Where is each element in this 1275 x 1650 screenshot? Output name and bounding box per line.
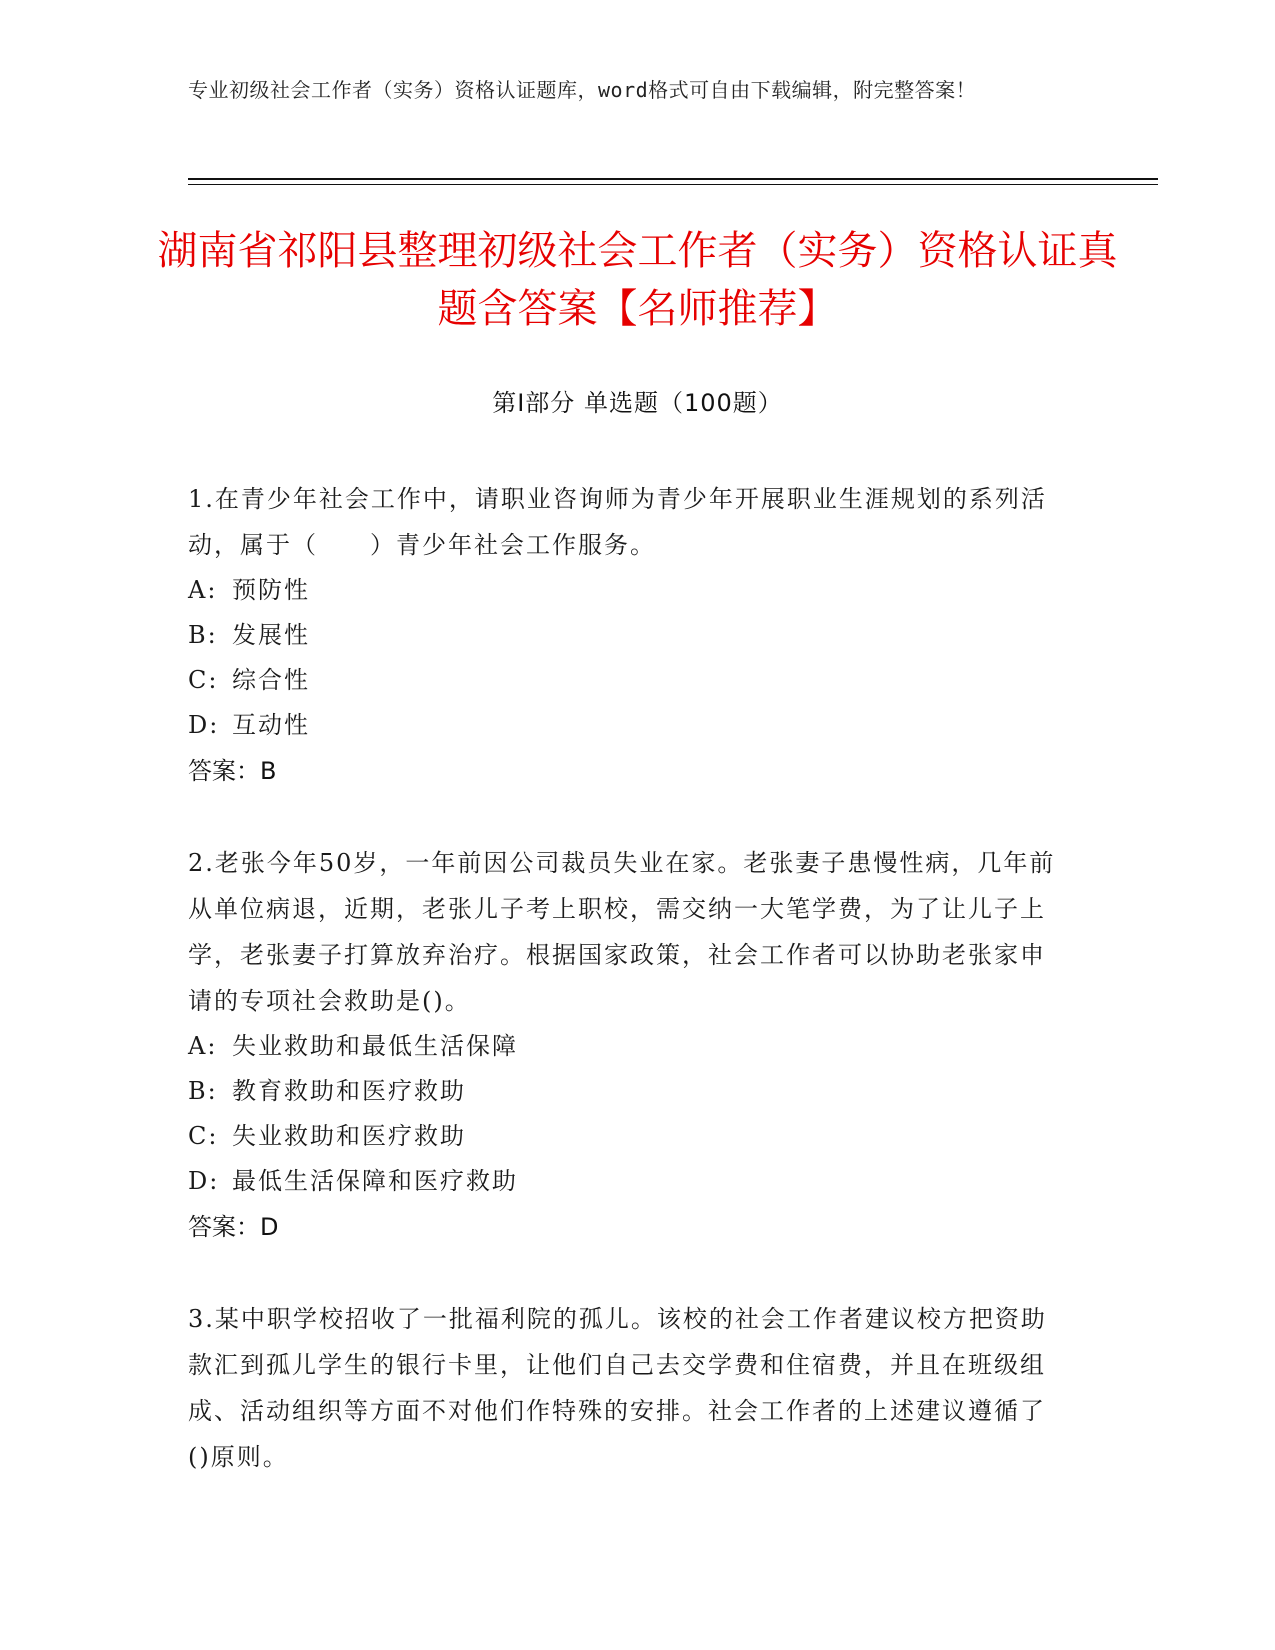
option-letter: C: [188, 666, 219, 694]
option-c [188, 1114, 1068, 1159]
option-text: 最低生活保障和医疗救助 [232, 1167, 518, 1195]
option-letter: C: [188, 1122, 219, 1150]
option-letter: D: [188, 1167, 220, 1195]
header-rule-thick [188, 178, 1158, 180]
option-d [188, 1159, 1068, 1204]
option-d [188, 703, 1068, 748]
option-text: 发展性 [232, 621, 310, 649]
option-b [188, 1069, 1068, 1114]
option-b [188, 613, 1068, 658]
option-text: 互动性 [232, 711, 310, 739]
option-letter: B: [188, 621, 218, 649]
option-text: 综合性 [232, 666, 310, 694]
question-stem: 2.老张今年50岁，一年前因公司裁员失业在家。老张妻子患慢性病，几年前从单位病退，近期，老张儿子考上职校，需交纳一大笔学费，为了让儿子上学，老张妻子打算放弃治疗。根据国家政策，社会工作者可以协助老张家申请的专项社会救助是()。 [188, 849, 1056, 1015]
option-a [188, 1024, 1068, 1069]
answer-label: 答案：D [188, 1213, 279, 1241]
option-letter: B: [188, 1077, 218, 1105]
question-1 [188, 476, 1068, 794]
question-list [188, 476, 1068, 1526]
option-text: 教育救助和医疗救助 [232, 1077, 466, 1105]
option-text: 失业救助和医疗救助 [232, 1122, 466, 1150]
header-rule-thin [188, 184, 1158, 185]
question-stem: 1.在青少年社会工作中，请职业咨询师为青少年开展职业生涯规划的系列活动，属于（ ）青少年社会工作服务。 [188, 485, 1047, 559]
option-letter: A: [188, 576, 218, 604]
option-letter: A: [188, 1032, 218, 1060]
question-2 [188, 840, 1068, 1250]
question-3 [188, 1296, 1068, 1480]
header-note: 专业初级社会工作者（实务）资格认证题库，word格式可自由下载编辑，附完整答案！ [188, 78, 977, 102]
option-a [188, 568, 1068, 613]
option-text: 预防性 [232, 576, 310, 604]
section-title: 第Ⅰ部分 单选题（100题） [492, 389, 783, 417]
document-title: 湖南省祁阳县整理初级社会工作者（实务）资格认证真题含答案【名师推荐】 [157, 228, 1118, 332]
option-letter: D: [188, 711, 220, 739]
option-c [188, 658, 1068, 703]
option-text: 失业救助和最低生活保障 [232, 1032, 518, 1060]
question-stem: 3.某中职学校招收了一批福利院的孤儿。该校的社会工作者建议校方把资助款汇到孤儿学生的银行卡里，让他们自己去交学费和住宿费，并且在班级组成、活动组织等方面不对他们作特殊的安排。社会工作者的上述建议遵循了()原则。 [188, 1305, 1047, 1471]
answer-label: 答案：B [188, 757, 277, 785]
